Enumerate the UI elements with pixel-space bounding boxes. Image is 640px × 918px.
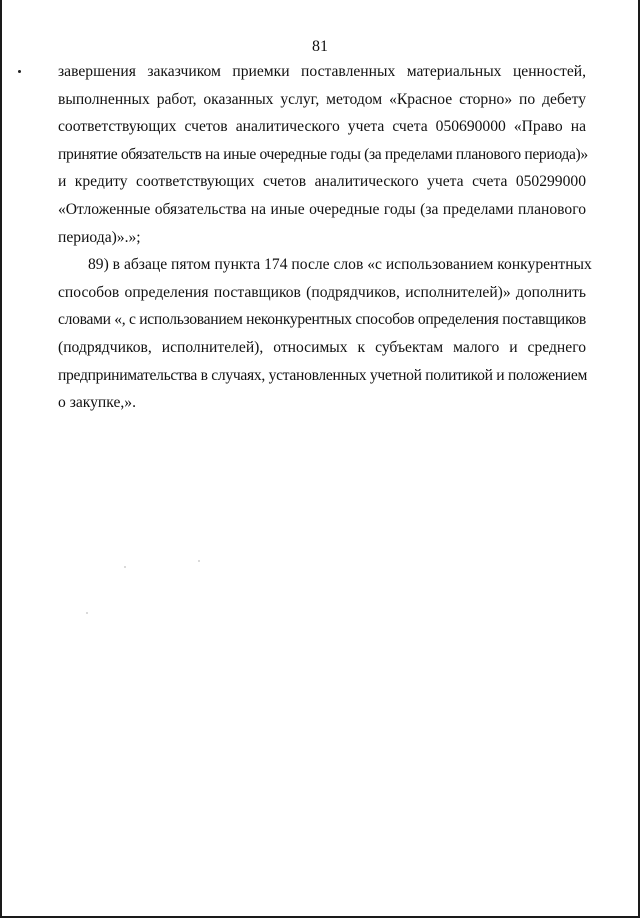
paragraph-1-line-2: выполненных работ, оказанных услуг, методом «Красное сторно» по дебету — [58, 90, 586, 108]
paragraph-1-line-7: периода)».»; — [58, 228, 141, 246]
paragraph-2-line-2: способов определения поставщиков (подрядчиков, исполнителей)» дополнить — [58, 283, 586, 301]
scan-noise-dot — [198, 560, 200, 562]
paragraph-1-line-4: принятие обязательств на иные очередные годы (за пределами планового периода)» — [58, 145, 588, 163]
document-body — [58, 58, 592, 417]
paragraph-1-line-1: завершения заказчиком приемки поставленных материальных ценностей, — [58, 63, 586, 80]
paragraph-1-line-6: «Отложенные обязательства на иные очередные годы (за пределами планового — [58, 200, 586, 218]
scan-noise-dot — [124, 566, 126, 568]
paragraph-2-line-3: словами «, с использованием неконкурентных способов определения поставщиков — [58, 311, 586, 329]
scan-speck — [18, 70, 21, 73]
paragraph-2-line-5: предпринимательства в случаях, установленных учетной политикой и положением — [58, 366, 588, 384]
paragraph-2-line-1: 89) в абзаце пятом пункта 174 после слов «с использованием конкурентных — [88, 256, 592, 274]
paragraph-2-line-4: (подрядчиков, исполнителей), относимых к субъектам малого и среднего — [58, 338, 586, 356]
scan-noise-dot — [86, 612, 88, 614]
paragraph-1-line-5: и кредиту соответствующих счетов аналитического учета счета 050299000 — [58, 173, 586, 191]
page-number: 81 — [312, 38, 328, 55]
paragraph-1-line-3: соответствующих счетов аналитического учета счета 050690000 «Право на — [58, 118, 586, 136]
paragraph-2-line-6: о закупке,». — [58, 394, 136, 412]
